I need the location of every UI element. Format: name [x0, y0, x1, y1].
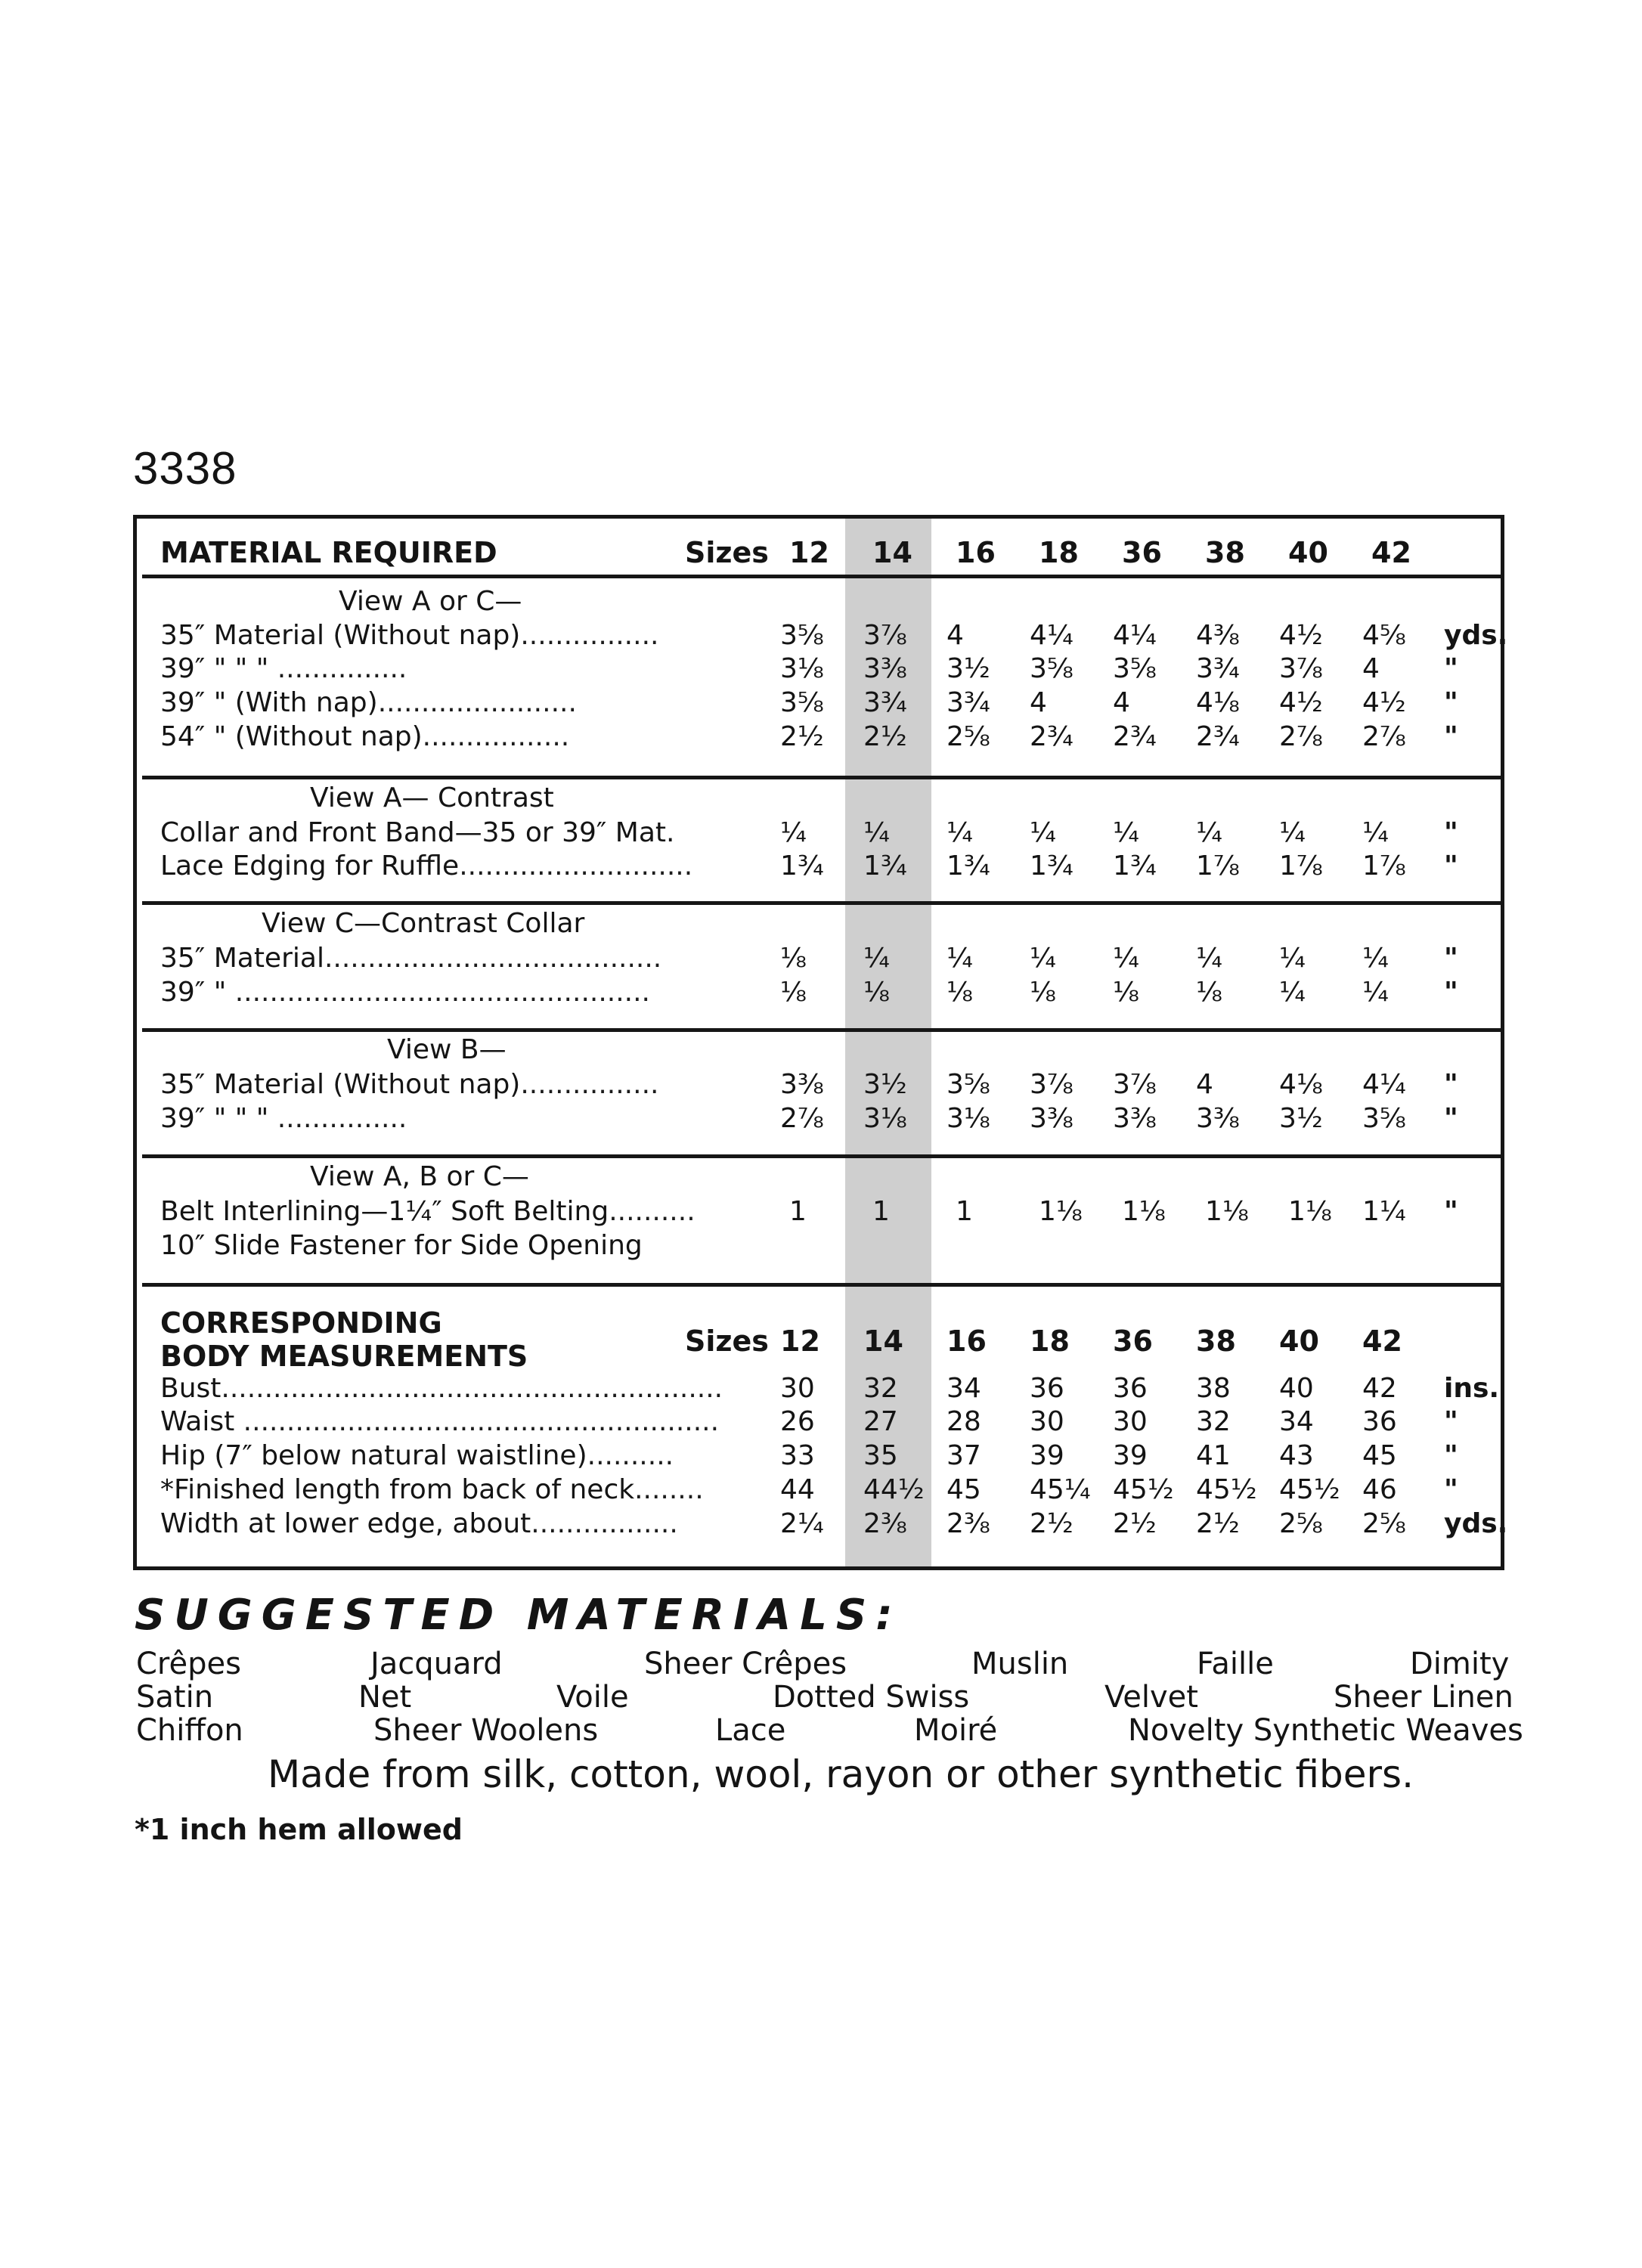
suggested-material-item: Faille [1197, 1647, 1274, 1681]
cell-value: ⅛ [863, 977, 890, 1008]
table-row [160, 652, 1504, 686]
cell-value: 45¼ [1030, 1474, 1091, 1505]
row-label: Bust [160, 1373, 222, 1404]
row-label: 35″ Material (Without nap) [160, 620, 521, 651]
cell-value: 4 [1113, 687, 1130, 718]
section-heading-view-a-or-c: View A or C— [339, 586, 522, 617]
footnote-hem-allowance: *1 inch hem allowed [135, 1813, 463, 1846]
cell-value: 3⅛ [946, 1103, 990, 1134]
cell-value: 4 [1030, 687, 1047, 718]
cell-value: 45 [946, 1474, 981, 1505]
cell-value: 2½ [863, 721, 907, 752]
table-row [160, 619, 1508, 652]
cell-value: 2¾ [1030, 721, 1073, 752]
suggested-materials-title: SUGGESTED MATERIALS: [135, 1591, 902, 1640]
cell-value: ¼ [1113, 943, 1139, 974]
cell-value: 1⅛ [1122, 1196, 1166, 1227]
suggested-material-item: Dotted Swiss [773, 1680, 970, 1715]
suggested-material-item: Novelty Synthetic Weaves [1128, 1713, 1523, 1748]
leader-dots: ............... [268, 1103, 407, 1134]
table-row [160, 1068, 1504, 1101]
cell-value: 27 [863, 1406, 898, 1437]
unit: " [1444, 1103, 1458, 1134]
row-label: 10″ Slide Fastener for Side Opening [160, 1230, 643, 1261]
leader-dots: ................ [520, 620, 659, 651]
leader-dots: ................................................ [226, 977, 650, 1008]
cell-value: 45½ [1113, 1474, 1174, 1505]
leader-dots: ........................... [459, 850, 693, 881]
cell-value: 33 [780, 1440, 815, 1471]
cell-value: 2⅞ [780, 1103, 824, 1134]
cell-value: 2⅝ [946, 721, 990, 752]
cell-value: 2½ [780, 721, 824, 752]
cell-value: 3½ [1279, 1103, 1323, 1134]
table-row [160, 1405, 1504, 1439]
suggested-material-item: Velvet [1104, 1680, 1198, 1715]
cell-value: 2⅞ [1362, 721, 1406, 752]
cell-value: 4¼ [1362, 1069, 1406, 1100]
size-header: 16 [946, 1325, 987, 1358]
cell-value: 36 [1113, 1373, 1148, 1404]
size-header: 14 [872, 536, 912, 569]
row-label: *Finished length from back of neck [160, 1474, 635, 1505]
cell-value: 1⅛ [1288, 1196, 1332, 1227]
cell-value: 4½ [1362, 687, 1406, 718]
section-divider [142, 1154, 1504, 1158]
cell-value: 32 [1196, 1406, 1231, 1437]
size-header: 36 [1122, 536, 1162, 569]
row-label: Collar and Front Band—35 or 39″ Mat. [160, 817, 675, 848]
size-header: 38 [1205, 536, 1245, 569]
section-heading-view-b: View B— [387, 1034, 507, 1065]
material-required-title: MATERIAL REQUIRED [160, 536, 497, 569]
size-header: 12 [789, 536, 829, 569]
section-heading-view-a-b-or-c: View A, B or C— [310, 1161, 529, 1192]
cell-value: 44 [780, 1474, 815, 1505]
cell-value: 38 [1196, 1373, 1231, 1404]
cell-value: 4 [1362, 653, 1380, 684]
leader-dots: .......................................................... [221, 1373, 723, 1404]
cell-value: ⅛ [1113, 977, 1139, 1008]
row-label: 39″ " " " [160, 653, 269, 684]
cell-value: 3⅞ [1279, 653, 1323, 684]
row-label: 39″ " (With nap) [160, 687, 378, 718]
cell-value: 45½ [1279, 1474, 1340, 1505]
cell-value: 34 [946, 1373, 981, 1404]
cell-value: ¼ [1196, 817, 1222, 848]
cell-value: 1¾ [1030, 850, 1073, 881]
leader-dots: ................ [520, 1069, 659, 1100]
table-row [160, 1195, 1504, 1228]
cell-value: 2¾ [1113, 721, 1157, 752]
cell-value: 28 [946, 1406, 981, 1437]
cell-value: 3⅜ [863, 653, 907, 684]
cell-value: ¼ [863, 817, 890, 848]
table-row [160, 1372, 1504, 1405]
cell-value: 4¼ [1030, 620, 1073, 651]
cell-value: 4¼ [1113, 620, 1157, 651]
suggested-material-item: Net [358, 1680, 412, 1715]
cell-value: 41 [1196, 1440, 1231, 1471]
cell-value: 2⅜ [863, 1508, 907, 1539]
cell-value: ¼ [1196, 943, 1222, 974]
cell-value: ¼ [1362, 943, 1389, 974]
cell-value: 4½ [1279, 687, 1323, 718]
section-divider [142, 1283, 1504, 1287]
cell-value: 4⅛ [1196, 687, 1240, 718]
cell-value: ¼ [863, 943, 890, 974]
cell-value: 44½ [863, 1474, 925, 1505]
table-row [160, 686, 1504, 720]
cell-value: 40 [1279, 1373, 1314, 1404]
cell-value: 3⅜ [1113, 1103, 1157, 1134]
unit: ins. [1444, 1373, 1500, 1404]
cell-value: 39 [1030, 1440, 1064, 1471]
cell-value: ¼ [1362, 977, 1389, 1008]
cell-value: ¼ [780, 817, 807, 848]
cell-value: 2¼ [780, 1508, 824, 1539]
unit: " [1444, 1196, 1458, 1227]
cell-value: 26 [780, 1406, 815, 1437]
cell-value: 3⅞ [1113, 1069, 1157, 1100]
cell-value: 1⅛ [1205, 1196, 1249, 1227]
cell-value: ⅛ [1030, 977, 1056, 1008]
unit: " [1444, 817, 1458, 848]
cell-value: 35 [863, 1440, 898, 1471]
cell-value: ¼ [1030, 817, 1056, 848]
suggested-material-item: Sheer Crêpes [644, 1647, 847, 1681]
cell-value: 3⅝ [780, 687, 824, 718]
cell-value: 1⅞ [1196, 850, 1240, 881]
cell-value: 1 [789, 1196, 807, 1227]
body-measurements-title-line-2: BODY MEASUREMENTS [160, 1340, 528, 1373]
suggested-material-item: Lace [715, 1713, 786, 1748]
cell-value: 3⅝ [780, 620, 824, 651]
table-row [160, 1102, 1504, 1136]
cell-value: 3¾ [946, 687, 990, 718]
cell-value: ¼ [946, 817, 973, 848]
size-header: 42 [1362, 1325, 1402, 1358]
unit: yds. [1444, 620, 1508, 651]
cell-value: ¼ [946, 943, 973, 974]
cell-value: 45½ [1196, 1474, 1257, 1505]
unit: " [1444, 1069, 1458, 1100]
suggested-material-item: Sheer Linen [1334, 1680, 1513, 1715]
cell-value: 39 [1113, 1440, 1148, 1471]
leader-dots: .......... [587, 1440, 674, 1471]
cell-value: 2⅞ [1279, 721, 1323, 752]
sizes-label: Sizes [685, 1325, 769, 1358]
unit: " [1444, 943, 1458, 974]
cell-value: ⅛ [780, 943, 807, 974]
table-row [160, 816, 1504, 850]
cell-value: ¼ [1113, 817, 1139, 848]
cell-value: 2⅜ [946, 1508, 990, 1539]
cell-value: ⅛ [780, 977, 807, 1008]
cell-value: 3⅞ [863, 620, 907, 651]
unit: " [1444, 977, 1458, 1008]
cell-value: ¼ [1279, 943, 1306, 974]
unit: " [1444, 850, 1458, 881]
cell-value: 3⅛ [780, 653, 824, 684]
cell-value: ¼ [1030, 943, 1056, 974]
leader-dots: ............... [268, 653, 407, 684]
cell-value: 4 [946, 620, 964, 651]
section-divider [142, 1028, 1504, 1032]
body-measurements-title-line-1: CORRESPONDING [160, 1306, 442, 1340]
unit: " [1444, 1440, 1458, 1471]
unit: " [1444, 721, 1458, 752]
row-label: 39″ " " " [160, 1103, 269, 1134]
suggested-material-item: Muslin [971, 1647, 1069, 1681]
suggested-material-item: Dimity [1410, 1647, 1510, 1681]
suggested-material-item: Sheer Woolens [373, 1713, 599, 1748]
row-label: Lace Edging for Ruffle [160, 850, 460, 881]
size-header: 38 [1196, 1325, 1236, 1358]
section-divider [142, 776, 1504, 779]
sizes-label: Sizes [685, 536, 769, 569]
table-row [160, 1473, 1504, 1507]
size-header: 42 [1371, 536, 1411, 569]
cell-value: 3⅝ [1113, 653, 1157, 684]
unit: " [1444, 1406, 1458, 1437]
cell-value: 3¾ [863, 687, 907, 718]
table-row [160, 1507, 1508, 1541]
suggested-material-item: Voile [556, 1680, 629, 1715]
cell-value: 4½ [1279, 620, 1323, 651]
cell-value: 3⅜ [780, 1069, 824, 1100]
cell-value: 1¾ [780, 850, 824, 881]
row-label: 35″ Material (Without nap) [160, 1069, 521, 1100]
cell-value: 3½ [946, 653, 990, 684]
cell-value: 30 [1030, 1406, 1064, 1437]
cell-value: 1⅞ [1279, 850, 1323, 881]
section-heading-view-c-contrast-collar: View C—Contrast Collar [262, 908, 585, 939]
cell-value: 45 [1362, 1440, 1397, 1471]
section-heading-view-a-contrast: View A— Contrast [310, 782, 554, 813]
cell-value: 4⅝ [1362, 620, 1406, 651]
size-header: 18 [1030, 1325, 1070, 1358]
cell-value: 36 [1362, 1406, 1397, 1437]
size-header: 36 [1113, 1325, 1153, 1358]
suggested-material-item: Satin [136, 1680, 214, 1715]
cell-value: 4⅜ [1196, 620, 1240, 651]
cell-value: 3⅜ [1196, 1103, 1240, 1134]
table-row [160, 720, 1504, 754]
table-row [160, 942, 1504, 975]
cell-value: 1 [956, 1196, 973, 1227]
cell-value: 3⅝ [1030, 653, 1073, 684]
cell-value: 1¼ [1362, 1196, 1406, 1227]
size-header: 16 [956, 536, 996, 569]
cell-value: 2¾ [1196, 721, 1240, 752]
cell-value: 34 [1279, 1406, 1314, 1437]
cell-value: ⅛ [1196, 977, 1222, 1008]
row-label: 39″ " [160, 977, 227, 1008]
cell-value: 2⅝ [1362, 1508, 1406, 1539]
cell-value: 1⅛ [1039, 1196, 1083, 1227]
cell-value: 2½ [1196, 1508, 1240, 1539]
table-row [160, 976, 1504, 1009]
cell-value: 2⅝ [1279, 1508, 1323, 1539]
row-label: Belt Interlining—1¼″ Soft Belting [160, 1196, 609, 1227]
row-label: Waist [160, 1406, 235, 1437]
suggested-material-item: Jacquard [370, 1647, 503, 1681]
leader-dots: ....................... [377, 687, 577, 718]
cell-value: 1 [872, 1196, 890, 1227]
cell-value: 3⅛ [863, 1103, 907, 1134]
cell-value: 3½ [863, 1069, 907, 1100]
cell-value: 4⅛ [1279, 1069, 1323, 1100]
size-header: 40 [1279, 1325, 1319, 1358]
cell-value: 3⅝ [946, 1069, 990, 1100]
cell-value: 2½ [1030, 1508, 1073, 1539]
size-header: 12 [780, 1325, 820, 1358]
section-divider [142, 575, 1504, 578]
suggested-material-item: Moiré [914, 1713, 998, 1748]
suggested-material-item: Crêpes [136, 1647, 241, 1681]
cell-value: 3¾ [1196, 653, 1240, 684]
unit: yds. [1444, 1508, 1508, 1539]
cell-value: 3⅞ [1030, 1069, 1073, 1100]
cell-value: ¼ [1279, 977, 1306, 1008]
cell-value: 1¾ [863, 850, 907, 881]
size-header: 40 [1288, 536, 1328, 569]
body-sizes-header [160, 1323, 1504, 1359]
cell-value: 2½ [1113, 1508, 1157, 1539]
cell-value: 3⅝ [1362, 1103, 1406, 1134]
table-row [160, 850, 1504, 883]
cell-value: 30 [1113, 1406, 1148, 1437]
size-header: 18 [1039, 536, 1079, 569]
leader-dots: .......... [609, 1196, 696, 1227]
cell-value: 30 [780, 1373, 815, 1404]
cell-value: ⅛ [946, 977, 973, 1008]
cell-value: 46 [1362, 1474, 1397, 1505]
cell-value: 1⅞ [1362, 850, 1406, 881]
cell-value: 3⅜ [1030, 1103, 1073, 1134]
pattern-number: 3338 [133, 443, 237, 494]
cell-value: 36 [1030, 1373, 1064, 1404]
cell-value: 43 [1279, 1440, 1314, 1471]
cell-value: 4 [1196, 1069, 1213, 1100]
section-divider [142, 901, 1504, 905]
cell-value: ¼ [1362, 817, 1389, 848]
leader-dots: ....................................... [324, 943, 662, 974]
row-label: Hip (7″ below natural waistline) [160, 1440, 587, 1471]
size-header: 14 [863, 1325, 903, 1358]
leader-dots: ................. [422, 721, 570, 752]
unit: " [1444, 687, 1458, 718]
leader-dots: ................. [531, 1508, 678, 1539]
cell-value: 32 [863, 1373, 898, 1404]
row-label: Width at lower edge, about [160, 1508, 531, 1539]
row-label: 54″ " (Without nap) [160, 721, 423, 752]
material-required-header [160, 534, 1504, 571]
leader-dots: ........ [634, 1474, 704, 1505]
leader-dots: ....................................................... [234, 1406, 720, 1437]
unit: " [1444, 1474, 1458, 1505]
row-label: 35″ Material [160, 943, 324, 974]
cell-value: 42 [1362, 1373, 1397, 1404]
suggested-material-item: Chiffon [136, 1713, 243, 1748]
table-row [160, 1229, 1504, 1263]
cell-value: 1¾ [946, 850, 990, 881]
unit: " [1444, 653, 1458, 684]
cell-value: 1¾ [1113, 850, 1157, 881]
table-row [160, 1439, 1504, 1473]
fiber-note: Made from silk, cotton, wool, rayon or other synthetic fibers. [268, 1752, 1414, 1796]
cell-value: ¼ [1279, 817, 1306, 848]
cell-value: 37 [946, 1440, 981, 1471]
